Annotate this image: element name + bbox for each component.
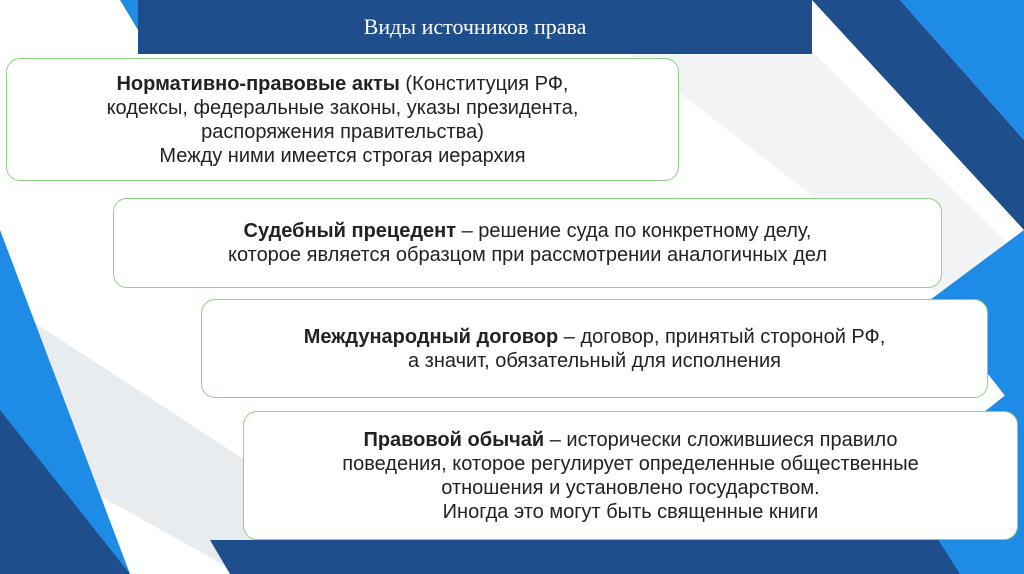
card-text-line: отношения и установлено государством. [441, 476, 820, 499]
card-text-line: распоряжения правительства) [201, 120, 484, 143]
card-term: Нормативно-правовые акты [116, 72, 400, 95]
card-international-treaty [201, 299, 988, 398]
card-term: Международный договор [303, 325, 559, 348]
card-judicial-precedent [113, 198, 942, 288]
card-text-line: поведения, которое регулирует определенные общественные [342, 452, 919, 475]
card-legal-custom [243, 411, 1018, 540]
card-term: Правовой обычай [363, 428, 545, 451]
card-text-line: – договор, принятый стороной РФ, [558, 325, 886, 348]
card-text-line: (Конституция РФ, [399, 72, 569, 95]
top-left-blue-shape [120, 0, 138, 30]
bottom-dark-strip [210, 540, 1024, 574]
card-text-line: а значит, обязательный для исполнения [408, 349, 781, 372]
card-text-line: – решение суда по конкретному делу, [456, 220, 812, 242]
card-normative-acts [6, 58, 679, 181]
card-text-line: кодексы, федеральные законы, указы президента, [106, 96, 579, 119]
card-text-line: которое является образцом при рассмотрении аналогичных дел [227, 244, 828, 266]
card-term: Судебный прецедент [243, 220, 457, 242]
card-text-line: – исторически сложившиеся правило [544, 428, 898, 451]
card-text-line: Иногда это могут быть священные книги [442, 500, 819, 523]
slide-title: Виды источников права [138, 0, 812, 54]
card-text-line: Между ними имеется строгая иерархия [159, 144, 526, 167]
